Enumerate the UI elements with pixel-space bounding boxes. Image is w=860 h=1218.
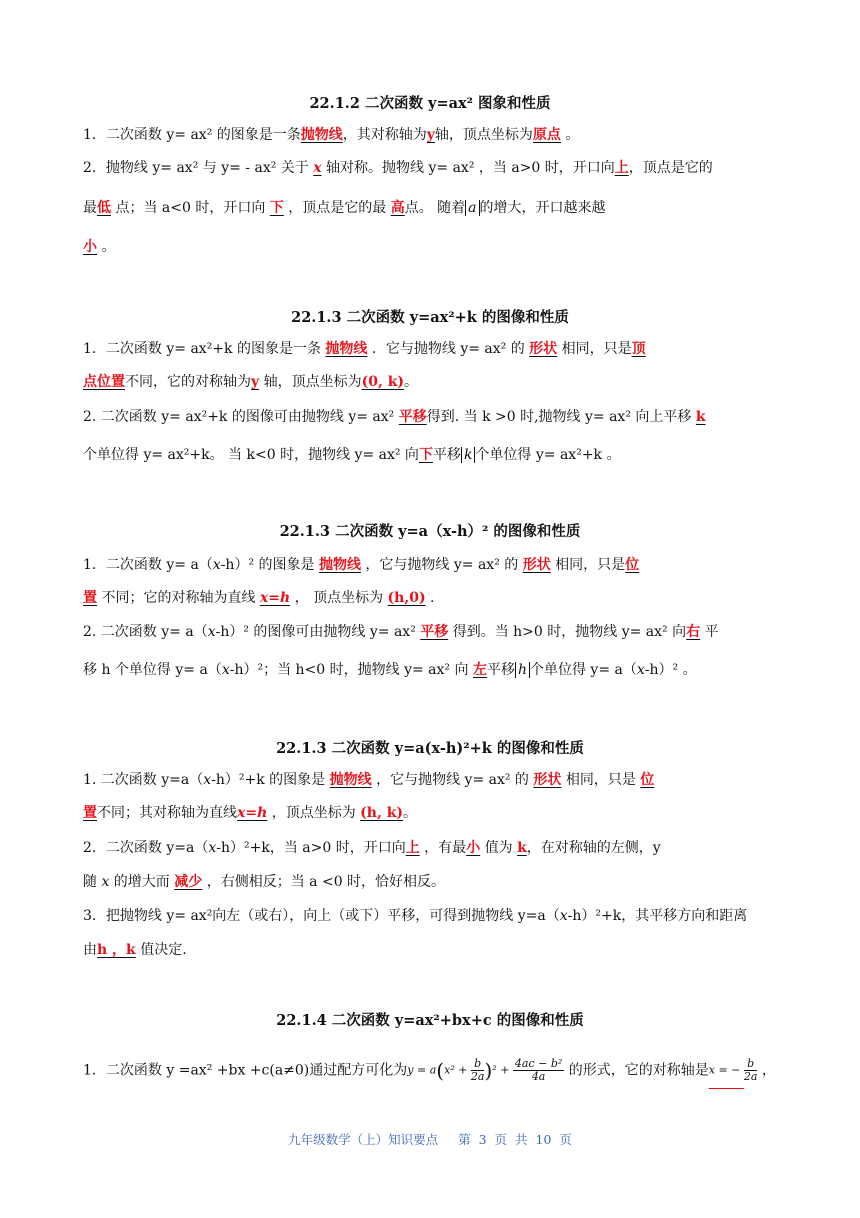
s3-answer-6: 平移: [420, 624, 449, 640]
s4-line-5: 3．把抛物线 y= ax²向左（或右），向上（或下）平移，可得到抛物线 y=a（x-h）²+k，其平移方向和距离: [83, 908, 748, 924]
s4-line-2: 置不同；其对称轴为直线x=h ，顶点坐标为 (h, k)。: [83, 805, 418, 821]
s1-line-1: 1．二次函数 y= ax² 的图象是一条抛物线，其对称轴为y轴，顶点坐标为原点 。: [83, 127, 580, 143]
s4-answer-4: x=h: [237, 805, 268, 821]
s3-answer-7: 右: [686, 624, 701, 640]
s3-answer-4: x=h: [259, 590, 291, 606]
s2-line-2: 点位置不同，它的对称轴为y 轴，顶点坐标为(0, k)。: [83, 374, 419, 390]
s1-answer-8: 高: [390, 200, 405, 216]
footer-total-pages: 10: [535, 1132, 552, 1147]
abs-a: a: [465, 200, 479, 216]
s4-answer-8: k: [517, 840, 527, 856]
section-title-2: 22.1.3 二次函数 y=ax²+k 的图像和性质: [291, 309, 569, 326]
s2-answer-3b: 点位置: [83, 374, 125, 390]
s3-line-2: 置 不同；它的对称轴为直线 x=h ， 顶点坐标为 (h,0) .: [83, 590, 435, 606]
s2-line-1: 1．二次函数 y= ax²+k 的图象是一条 抛物线 ．它与抛物线 y= ax² 的 形状 相同，只是顶: [83, 341, 646, 357]
s1-answer-6: 低: [97, 200, 111, 216]
s4-answer-2: 形状: [533, 772, 562, 788]
s4-line-3: 2．二次函数 y=a（x-h）²+k，当 a>0 时，开口向上 ，有最小 值为 k，在对称轴的左侧，y: [83, 840, 661, 856]
s3-line-4: 移 h 个单位得 y= a（x-h）²；当 h<0 时，抛物线 y= ax² 向 左平移 h 个单位得 y= a（x-h）² 。: [83, 662, 697, 678]
s3-line-1: 1．二次函数 y= a（x-h）² 的图象是 抛物线 ，它与抛物线 y= ax² 的 形状 相同，只是位: [83, 557, 640, 573]
s3-line-3: 2. 二次函数 y= a（x-h）² 的图像可由抛物线 y= ax² 平移 得到。当 h>0 时，抛物线 y= ax² 向右 平: [83, 624, 719, 640]
section-title-5: 22.1.4 二次函数 y=ax²+bx+c 的图像和性质: [276, 1012, 584, 1029]
s3-answer-3b: 置: [83, 590, 97, 606]
s4-answer-3a: 位: [640, 772, 655, 788]
s4-line-6: 由h ，k 值决定.: [83, 942, 187, 958]
s2-answer-1: 抛物线: [325, 341, 368, 357]
axis-formula: x = − $\frac{b}{2a}$: [708, 1057, 758, 1083]
s2-answer-2: 形状: [529, 341, 558, 357]
s3-answer-3a: 位: [625, 557, 640, 573]
s4-answer-10: h ，k: [97, 942, 136, 958]
s1-answer-3: 原点: [532, 127, 561, 143]
section-title-4: 22.1.3 二次函数 y=a(x-h)²+k 的图像和性质: [276, 740, 584, 757]
s2-answer-6: 平移: [398, 409, 427, 425]
footer-page-unit: 页: [494, 1132, 508, 1147]
s3-answer-1: 抛物线: [318, 557, 361, 573]
footer-doc-title: 九年级数学（上）知识要点: [288, 1132, 439, 1147]
s1-line-3: 最低 点；当 a<0 时，开口向 下 ，顶点是它的最 高点。 随着 a 的增大，开口越来越: [83, 200, 606, 216]
s4-answer-9: 减少: [174, 874, 203, 890]
s4-answer-1: 抛物线: [329, 772, 372, 788]
s1-answer-7: 下: [269, 200, 284, 216]
section-title-1: 22.1.2 二次函数 y=ax² 图象和性质: [309, 95, 551, 112]
s4-answer-5: (h, k): [360, 805, 404, 821]
vertex-form-formula: y = a(x² + $\frac{b}{2a}$ )² + $\frac{\text{4ac − b²}}{4a}$: [407, 1057, 563, 1083]
s5-line-1: 1．二次函数 y =ax² +bx +c(a≠0)通过配方可化为y = a(x² + $\frac{b}{2a}$ )² + $\frac{\text{4ac − b²}}{4a}$ 的形式，它的对称轴是x = − $\frac{b}{2a}$ ，: [83, 1057, 776, 1083]
s1-answer-2: y: [426, 127, 435, 143]
s2-answer-4: y: [251, 374, 260, 390]
s3-answer-8: 左: [472, 662, 487, 678]
s2-answer-8: 下: [418, 447, 433, 463]
s4-answer-6: 上: [405, 840, 420, 856]
s2-answer-3a: 顶: [631, 341, 646, 357]
s1-line-2: 2．抛物线 y= ax² 与 y= - ax² 关于 x 轴对称。抛物线 y= ax² ，当 a>0 时，开口向上，顶点是它的: [83, 160, 713, 176]
footer-page-label: 第: [458, 1132, 471, 1147]
footer-total-label: 共: [515, 1132, 528, 1147]
s2-line-3: 2. 二次函数 y= ax²+k 的图像可由抛物线 y= ax² 平移得到. 当 k >0 时,抛物线 y= ax² 向上平移 k: [83, 409, 706, 425]
page-footer: [0, 1130, 860, 1148]
s4-line-4: 随 x 的增大而 减少 ，右侧相反；当 a <0 时，恰好相反。: [83, 874, 446, 890]
footer-total-unit: 页: [559, 1132, 572, 1147]
s1-line-4: 小 。: [83, 239, 116, 255]
abs-h: h: [515, 662, 530, 678]
s4-line-1: 1. 二次函数 y=a（x-h）²+k 的图象是 抛物线 ，它与抛物线 y= ax² 的 形状 相同，只是 位: [83, 772, 655, 788]
section-title-3: 22.1.3 二次函数 y=a（x-h）² 的图像和性质: [279, 523, 581, 540]
s2-line-4: 个单位得 y= ax²+k。 当 k<0 时，抛物线 y= ax² 向下平移 k 个单位得 y= ax²+k 。: [83, 447, 621, 463]
s1-answer-1: 抛物线: [300, 127, 343, 143]
s2-answer-5: (0, k): [361, 374, 405, 390]
footer-page-number: 3: [478, 1132, 487, 1147]
s4-answer-3b: 置: [83, 805, 97, 821]
s3-answer-2: 形状: [522, 557, 551, 573]
s1-answer-5: 上: [614, 160, 629, 176]
s3-answer-5: (h,0): [387, 590, 426, 606]
s1-answer-4: x: [313, 160, 322, 176]
abs-k: k: [461, 447, 475, 463]
s2-answer-7: k: [695, 409, 706, 425]
s4-answer-7: 小: [466, 840, 481, 856]
s1-answer-9: 小: [83, 239, 97, 255]
